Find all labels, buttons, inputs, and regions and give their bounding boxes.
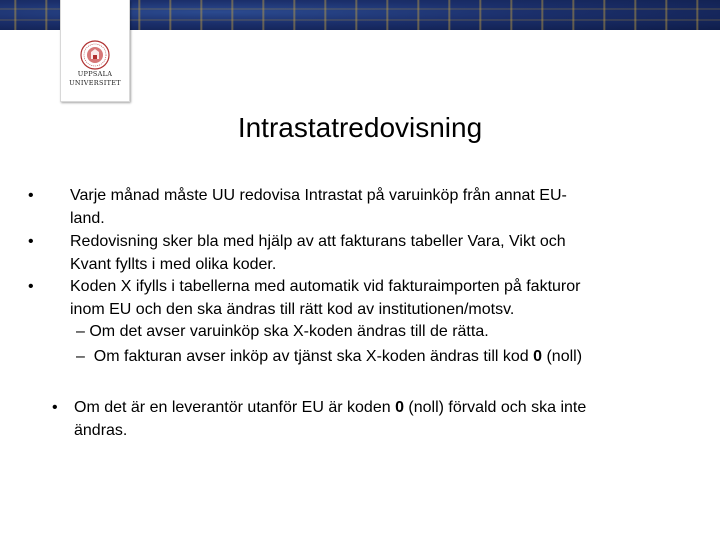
sub-bullet-marker: – bbox=[76, 348, 85, 365]
university-seal-icon bbox=[80, 40, 110, 70]
bullet-marker: • bbox=[28, 278, 34, 295]
bullet-bold-code: 0 bbox=[395, 399, 404, 416]
sub-bullet-marker: – bbox=[76, 323, 85, 340]
bullet-line: Varje månad måste UU redovisa Intrastat på varuinköp från annat EU- bbox=[70, 187, 567, 204]
logo-line-1: UPPSALA bbox=[77, 70, 113, 78]
logo-line-2: UNIVERSITET bbox=[69, 79, 121, 87]
bullet-line: Koden X ifylls i tabellerna med automatik vid fakturaimporten på fakturor bbox=[70, 278, 581, 295]
bullet-marker: • bbox=[28, 233, 34, 250]
bullet-line: Kvant fyllts i med olika koder. bbox=[70, 255, 277, 273]
bullet-marker: • bbox=[28, 187, 34, 204]
bullet-item bbox=[28, 185, 708, 230]
bullet-line: inom EU och den ska ändras till rätt kod av institutionen/motsv. bbox=[70, 300, 515, 318]
bullet-item bbox=[28, 231, 708, 276]
sub-bullet-text: Om fakturan avser inköp av tjänst ska X-koden ändras till kod bbox=[93, 348, 534, 365]
bullet-item bbox=[28, 276, 718, 321]
bullet-line: ändras. bbox=[74, 421, 128, 439]
bullet-line: Redovisning sker bla med hjälp av att fakturans tabeller Vara, Vikt och bbox=[70, 233, 566, 250]
slide-title-text: Intrastatredovisning bbox=[237, 112, 483, 143]
sub-bullet-item bbox=[76, 346, 706, 369]
bullet-marker: • bbox=[52, 399, 58, 416]
slide-title bbox=[0, 112, 720, 144]
bullet-line: land. bbox=[70, 209, 105, 227]
bullet-item bbox=[52, 397, 712, 442]
sub-bullet-item bbox=[76, 321, 696, 344]
logo-text bbox=[61, 70, 129, 88]
bullet-text-after: (noll) förvald och ska inte bbox=[403, 399, 587, 416]
university-logo bbox=[60, 0, 130, 102]
sub-bullet-text-after: (noll) bbox=[542, 348, 583, 365]
bullet-text: Om det är en leverantör utanför EU är koden bbox=[74, 399, 396, 416]
sub-bullet-text: Om det avser varuinköp ska X-koden ändras till de rätta. bbox=[89, 323, 489, 340]
sub-bullet-bold-code: 0 bbox=[533, 348, 543, 365]
